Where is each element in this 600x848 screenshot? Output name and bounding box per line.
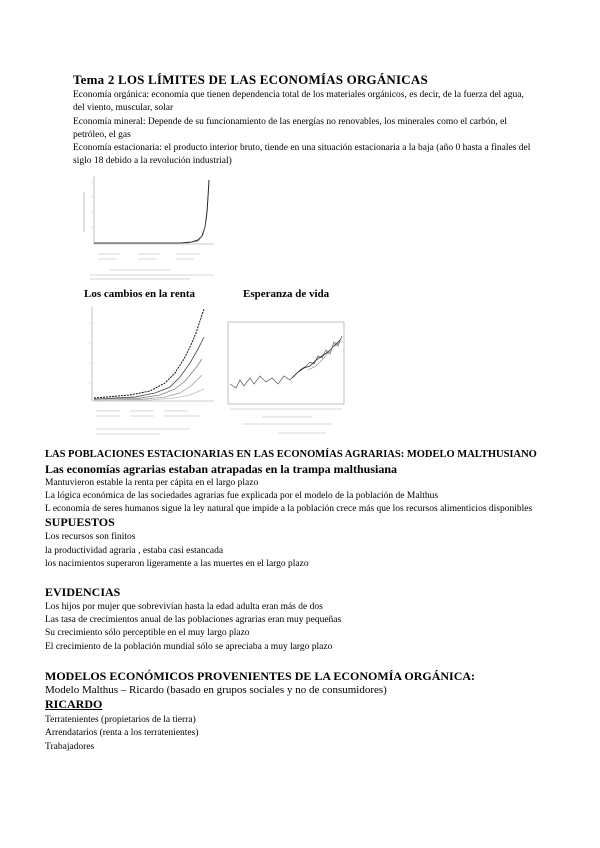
supuestos-line-3: los nacimientos superaron ligeramente a las muertes en el largo plazo [45, 559, 309, 569]
intro-line-4: petróleo, el gas [73, 130, 131, 140]
section1-line-2: La lógica económica de las sociedades agrarias fue explicada por el modelo de la población de Malthus [45, 491, 439, 501]
income-changes-chart [80, 303, 220, 443]
modelos-line-1: Modelo Malthus – Ricardo (basado en grupos sociales y no de consumidores) [45, 684, 387, 696]
gdp-history-chart [80, 172, 218, 282]
life-expectancy-chart [222, 318, 350, 440]
evidencias-heading: EVIDENCIAS [45, 585, 121, 599]
caption-renta: Los cambios en la renta [84, 288, 196, 300]
section-heading-malthusiano: LAS POBLACIONES ESTACIONARIAS EN LAS ECONOMÍAS AGRARIAS: MODELO MALTHUSIANO [45, 449, 537, 460]
modelos-line-4: Trabajadores [45, 742, 95, 752]
caption-esperanza-vida: Esperanza de vida [243, 288, 330, 300]
intro-line-6: siglo 18 debido a la revolución industrial) [73, 156, 232, 166]
intro-line-5: Economía estacionaria: el producto interior bruto, tiende en una situación estacionaria a la baja (año 0 hasta a finales del [73, 143, 531, 153]
modelos-heading: MODELOS ECONÓMICOS PROVENIENTES DE LA ECONOMÍA ORGÁNICA: [45, 669, 476, 683]
supuestos-line-2: la productividad agraria , estaba casi estancada [45, 546, 224, 556]
intro-line-3: Economía mineral: Depende de su funcionamiento de las energías no renovables, los minerales como el carbón, el [73, 117, 508, 127]
section1-line-3: L economía de seres humanos sigue la ley natural que impide a la población crece más que los recursos alimenticios disponibles [45, 504, 533, 514]
intro-line-2: del viento, muscular, solar [73, 103, 174, 113]
intro-line-1: Economía orgánica: economía que tienen dependencia total de los materiales orgánicos, es decir, de la fuerza del agua, [73, 90, 524, 100]
evidencias-line-3: Su crecimiento sólo perceptible en el muy largo plazo [45, 628, 250, 638]
supuestos-line-1: Los recursos son finitos [45, 532, 136, 542]
evidencias-line-2: Las tasa de crecimientos anual de las poblaciones agrarias eran muy pequeñas [45, 615, 342, 625]
modelos-line-2: Terratenientes (propietarios de la tierra) [45, 715, 196, 725]
evidencias-line-1: Los hijos por mujer que sobrevivían hasta la edad adulta eran más de dos [45, 602, 323, 612]
ricardo-heading: RICARDO [45, 697, 103, 711]
supuestos-heading: SUPUESTOS [45, 515, 115, 529]
page-title: Tema 2 LOS LÍMITES DE LAS ECONOMÍAS ORGÁNICAS [73, 72, 428, 87]
modelos-line-3: Arrendatarios (renta a los terratenientes) [45, 728, 199, 738]
evidencias-line-4: El crecimiento de la población mundial sólo se apreciaba a muy largo plazo [45, 642, 333, 652]
section-subheading-trampa: Las economías agrarias estaban atrapadas en la trampa malthusiana [45, 462, 398, 476]
section1-line-1: Mantuvieron estable la renta per cápita en el largo plazo [45, 478, 259, 488]
